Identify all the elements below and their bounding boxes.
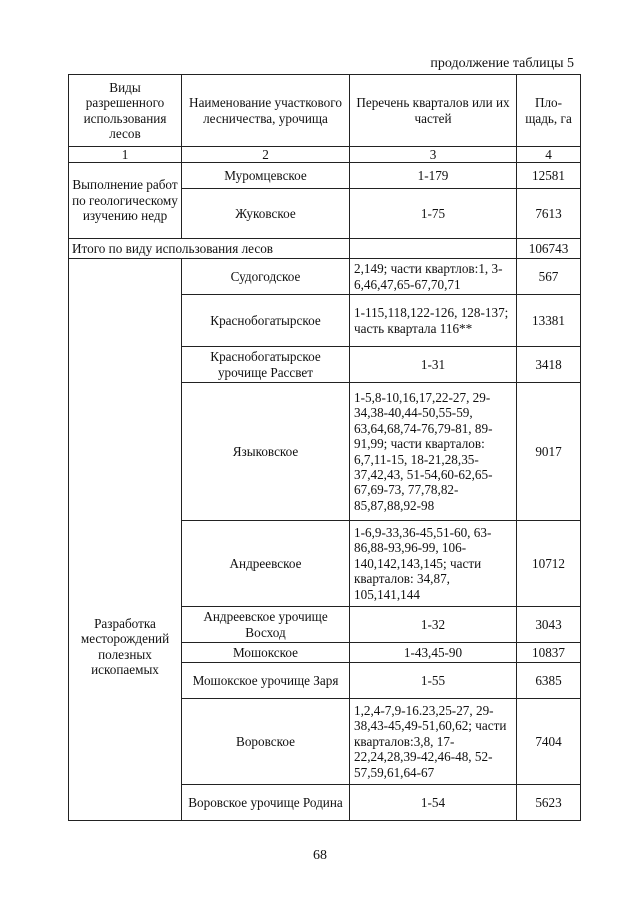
area-cell: 3418 <box>517 347 581 383</box>
table-row <box>69 259 581 295</box>
column-number: 1 <box>69 147 182 163</box>
forestry-name-cell: Краснобогатырское <box>182 295 350 347</box>
forestry-name-cell: Судогодское <box>182 259 350 295</box>
total-quarters-cell <box>350 239 517 259</box>
use-type-cell <box>69 259 182 821</box>
column-number: 4 <box>517 147 581 163</box>
area-cell: 5623 <box>517 785 581 821</box>
header-quarters-list: Перечень кварталов или их частей <box>350 75 517 147</box>
forestry-name-cell: Мошокское урочище Заря <box>182 663 350 699</box>
quarters-cell: 1-115,118,122-126, 128-137; часть квартала 116** <box>350 295 517 347</box>
column-number: 3 <box>350 147 517 163</box>
forestry-name-cell: Воровское <box>182 699 350 785</box>
use-type-cell: Выполнение работ по геологическому изучению недр <box>69 163 182 239</box>
column-number-row <box>69 147 581 163</box>
header-use-type: Виды разрешенного использования лесов <box>69 75 182 147</box>
header-forestry-name: Наименование участкового лесничества, урочища <box>182 75 350 147</box>
quarters-cell: 1-43,45-90 <box>350 643 517 663</box>
page-number: 68 <box>313 848 327 863</box>
area-cell: 7613 <box>517 189 581 239</box>
total-area: 106743 <box>517 239 581 259</box>
quarters-cell: 1-54 <box>350 785 517 821</box>
forestry-name-cell: Мошокское <box>182 643 350 663</box>
table-row <box>69 163 581 189</box>
quarters-cell: 2,149; части квартлов:1, 3-6,46,47,65-67,70,71 <box>350 259 517 295</box>
area-cell: 567 <box>517 259 581 295</box>
quarters-cell: 1-5,8-10,16,17,22-27, 29-34,38-40,44-50,55-59, 63,64,68,74-76,79-81, 89-91,99; части кварталов: 6,7,11-15, 18-21,28,35-37,42,43, 51-54,60-62,65-67,69-73, 77,78,82-85,87,88,92-98 <box>350 383 517 521</box>
quarters-cell: 1,2,4-7,9-16.23,25-27, 29-38,43-45,49-51,60,62; части кварталов:3,8, 17-22,24,28,39-42,46-48, 52-57,59,61,64-67 <box>350 699 517 785</box>
area-cell: 6385 <box>517 663 581 699</box>
area-cell: 7404 <box>517 699 581 785</box>
forestry-name-cell: Воровское урочище Родина <box>182 785 350 821</box>
forestry-name-cell: Муромцевское <box>182 163 350 189</box>
forestry-name-cell: Языковское <box>182 383 350 521</box>
area-cell: 12581 <box>517 163 581 189</box>
area-cell: 10837 <box>517 643 581 663</box>
table-header-row <box>69 75 581 147</box>
table-continuation-label: продолжение таблицы 5 <box>430 56 574 71</box>
quarters-cell: 1-6,9-33,36-45,51-60, 63-86,88-93,96-99, 106-140,142,143,145; части кварталов: 34,87, 105,141,144 <box>350 521 517 607</box>
quarters-cell: 1-31 <box>350 347 517 383</box>
area-cell: 9017 <box>517 383 581 521</box>
area-cell: 10712 <box>517 521 581 607</box>
area-cell: 13381 <box>517 295 581 347</box>
quarters-cell: 1-75 <box>350 189 517 239</box>
total-label: Итого по виду использования лесов <box>69 239 350 259</box>
area-cell: 3043 <box>517 607 581 643</box>
forestry-name-cell: Жуковское <box>182 189 350 239</box>
column-number: 2 <box>182 147 350 163</box>
forestry-name-cell: Андреевское <box>182 521 350 607</box>
quarters-cell: 1-32 <box>350 607 517 643</box>
quarters-cell: 1-179 <box>350 163 517 189</box>
forest-use-table <box>68 74 581 821</box>
forestry-name-cell: Андреевское урочище Восход <box>182 607 350 643</box>
quarters-cell: 1-55 <box>350 663 517 699</box>
header-area: Пло-щадь, га <box>517 75 581 147</box>
total-row <box>69 239 581 259</box>
use-type-text: Разработка месторождений полезных ископаемых <box>80 615 170 677</box>
forestry-name-cell: Краснобогатырское урочище Рассвет <box>182 347 350 383</box>
